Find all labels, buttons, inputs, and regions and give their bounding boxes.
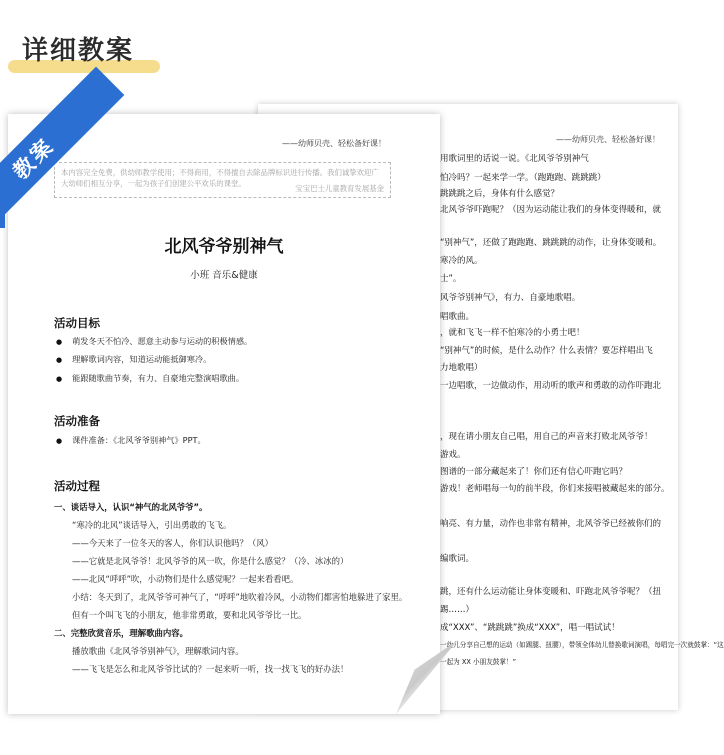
back-line: 一边唱歌，一边做动作，用动听的歌声和勇敢的动作吓跑北 xyxy=(440,381,662,391)
prep-item: ● 课件准备：《北风爷爷别神气》PPT。 xyxy=(56,435,206,446)
process-line: 小结：冬天到了，北风爷爷可神气了，“呼呼”地吹着冷风，小动物们都害怕地躲进了家里。 xyxy=(72,592,408,602)
document-title: 北风爷爷别神气 xyxy=(164,237,284,257)
back-line: 图谱的一部分藏起来了！你们还有信心吓跑它吗？ xyxy=(440,467,628,477)
back-line: 游戏！老师唱每一句的前半段，你们来接唱被藏起来的部分。 xyxy=(440,484,670,494)
process-line: ——北风“呼呼”吹，小动物们是什么感觉呢？一起来看看吧。 xyxy=(72,574,299,584)
process-line: ——今天来了一位冬天的客人，你们认识他吗？（风） xyxy=(72,538,273,548)
process-step-heading: 一、谈话导入，认识“神气的北风爷爷”。 xyxy=(54,502,208,512)
goal-item: ● 理解歌词内容，知道运动能抵御寒冷。 xyxy=(56,354,211,365)
back-line: 一幼儿分享自己想的运动（如踢腿、扭腰），带领全体幼儿替换歌词演唱，每唱完一次就鼓掌：“这 xyxy=(440,641,724,649)
back-line: 一起为 XX 小朋友鼓掌！” xyxy=(440,658,516,666)
back-line: 跳跳跳之后，身体有什么感觉？ xyxy=(440,189,560,199)
back-line: 寒冷的风。 xyxy=(440,256,483,266)
back-line: 游戏。 xyxy=(440,450,466,460)
back-line: “别神气”的时候，是什么动作？什么表情？要怎样唱出飞 xyxy=(440,346,653,356)
process-line: 但有一个叫飞飞的小朋友，他非常勇敢，要和北风爷爷比一比。 xyxy=(72,610,307,620)
process-line: “寒冷的北风”谈话导入，引出勇敢的飞飞。 xyxy=(72,520,232,530)
section-heading-prep: 活动准备 xyxy=(54,414,100,428)
copyright-notice xyxy=(54,162,391,198)
goal-item: ● 萌发冬天不怕冷、愿意主动参与运动的积极情感。 xyxy=(56,336,252,347)
back-line: 力地歌唱） xyxy=(440,363,483,373)
section-heading-process: 活动过程 xyxy=(54,479,100,493)
page-title: 详细教案 xyxy=(22,36,135,66)
back-line: 跳，还有什么运动能让身体变暖和、吓跑北风爷爷呢？（扭 xyxy=(440,587,662,597)
back-line: 编歌词。 xyxy=(440,554,475,564)
process-step-heading: 二、完整欣赏音乐，理解歌曲内容。 xyxy=(54,628,188,638)
back-line: 用歌词里的话说一说。《北风爷爷别神气 xyxy=(440,154,589,164)
back-line: 怕冷吗？一起来学一学。（跑跑跑、跳跳跳） xyxy=(440,173,606,183)
back-line: 成“XXX”、“跳跳跳”换成“XXX”，唱一唱试试！ xyxy=(440,623,620,633)
goal-item: ● 能跟随歌曲节奏，有力、自豪地完整演唱歌曲。 xyxy=(56,373,244,384)
section-heading-goals: 活动目标 xyxy=(54,316,100,330)
lesson-plan-badge xyxy=(0,106,94,206)
process-line: 播放歌曲《北风爷爷别神气》，理解歌词内容。 xyxy=(72,646,244,656)
notice-signature: 宝宝巴士儿童教育发展基金 xyxy=(295,184,384,193)
back-line: 北风爷爷吓跑呢？（因为运动能让我们的身体变得暖和，就 xyxy=(440,205,662,215)
back-line: 响亮、有力量，动作也非常有精神，北风爷爷已经被你们的 xyxy=(440,519,662,529)
back-line: ，现在请小朋友自己唱，用自己的声音来打败北风爷爷！ xyxy=(440,432,653,442)
badge-side-bar xyxy=(0,212,5,228)
notice-text: 本内容完全免费，供幼师教学使用；不得商用，不得擅自去除品牌标识进行传播。我们诚挚欢迎广大幼师们相互分享，一起为孩子们创建公平欢乐的课堂。 xyxy=(61,168,379,188)
back-line: ，就和飞飞一样不怕寒冷的小勇士吧！ xyxy=(440,328,585,338)
process-line: ——它就是北风爷爷！北风爷爷的风一吹，你是什么感觉？（冷、冰冰的） xyxy=(72,556,349,566)
back-line: “别神气”，还做了跑跑跑、跳跳跳的动作，让身体变暖和。 xyxy=(440,238,662,248)
back-line: 士”。 xyxy=(440,274,462,284)
back-line: 唱歌曲。 xyxy=(440,312,475,322)
back-line: 踢……） xyxy=(440,605,475,615)
process-line: ——飞飞是怎么和北风爷爷比试的？一起来听一听，找一找飞飞的好办法！ xyxy=(72,664,349,674)
front-page-motto: ——幼师贝壳、轻松备好课！ xyxy=(282,139,386,148)
document-subtitle: 小班 音乐&健康 xyxy=(190,270,258,281)
back-page-motto: ——幼师贝壳、轻松备好课！ xyxy=(556,135,660,144)
badge-label: 教案 xyxy=(8,133,60,185)
back-line: 风爷爷别神气》，有力、自豪地歌唱。 xyxy=(440,293,581,303)
